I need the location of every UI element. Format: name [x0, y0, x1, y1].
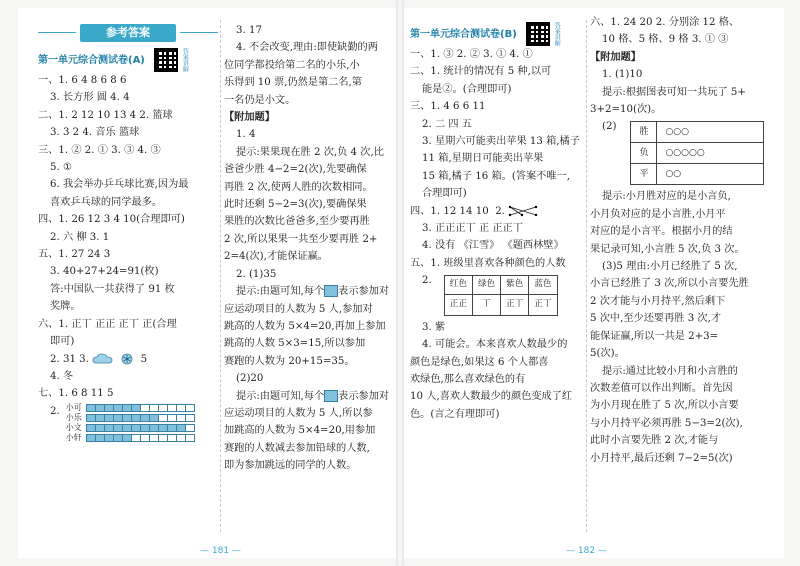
- hint-text: 提示:由题可知,每个: [236, 286, 325, 298]
- hint-text: 表示参加对: [338, 390, 390, 402]
- answer-line: 10 人,喜欢人数最少的颜色变成了红: [410, 391, 573, 403]
- answer-line: 6. 我会举办乒乓球比赛,因为最: [50, 179, 189, 191]
- hint-line: 提示:果果现在胜 2 次,负 4 次,比: [236, 146, 384, 158]
- hint-text: 表示参加对: [338, 286, 390, 298]
- answer-line: 能是②。(合理即可): [422, 83, 512, 95]
- hint-line: [224, 283, 394, 300]
- color-table-block: [410, 272, 582, 318]
- cloud-icon: [92, 353, 114, 365]
- page-title: 参考答案: [80, 24, 176, 42]
- answer-1-label: 一、1.: [38, 75, 69, 86]
- answer-line: 二、1. 2 12 10 13 4 2. 篮球: [38, 109, 173, 121]
- answer-line: 2. 二 四 五: [422, 118, 472, 130]
- bar-unit: [185, 414, 195, 422]
- hint-line: 跳高的人数 5×3=15,所以参加: [224, 338, 366, 350]
- hint-line: 果胜的次数比爸爸多,至少要再胜: [224, 216, 370, 228]
- answer-line: 2. (1)35: [236, 268, 277, 280]
- answer-line: 2 次才能与小月持平,然后剩下: [590, 295, 726, 307]
- bar-cells: [84, 433, 196, 443]
- bar-cells: [84, 413, 196, 423]
- bar-label: 小可: [65, 402, 82, 412]
- answer-line: 4. 不会改变,理由:即使缺勤的两: [236, 42, 378, 54]
- answer-text: 5: [140, 353, 148, 365]
- answer-line: 小言已经胜了 3 次,所以小言要先胜: [590, 278, 749, 290]
- answer-line: 六、1. 24 20 2. 分别涂 12 格、: [590, 17, 740, 28]
- bar-cells: [84, 423, 196, 433]
- answer-line: 一名仍是小文。: [224, 94, 296, 106]
- table-cell: 正正: [444, 294, 472, 315]
- bar-label: 小文: [65, 422, 82, 432]
- bar-unit: [185, 434, 195, 442]
- answer-line: 五、1. 27 24 3: [38, 249, 111, 261]
- hint-text: 提示:由题可知,每个: [236, 390, 325, 402]
- answer-line: 15 箱,橘子 16 箱。(答案不唯一,: [422, 170, 570, 182]
- hint-line: 与小月持平必须再胜 5−3=2(次),: [590, 417, 743, 429]
- circle-table-block: [590, 118, 784, 188]
- hint-line: 3+2=10(次)。: [590, 104, 662, 116]
- section-title-a: 第一单元综合测试卷(A): [38, 55, 145, 66]
- hint-line: 赛跑的人数为 20+15=35。: [224, 355, 355, 367]
- answer-line: 3. 星期六可能卖出苹果 13 箱,橘子: [422, 136, 580, 148]
- column-divider: [220, 20, 221, 532]
- page-number-right: — 182 —: [566, 546, 607, 556]
- page-number: 181: [211, 546, 230, 556]
- column-3: [410, 22, 582, 423]
- answer-text: 四、1. 12 14 10: [410, 205, 489, 217]
- answer-line: 4. 冬: [50, 370, 74, 382]
- qr-code-icon[interactable]: [154, 48, 178, 72]
- answer-line: 位同学都投给第二名的小乐,小: [224, 59, 360, 71]
- answer-line: 10 格、5 格、9 格 3. ① ③: [602, 34, 729, 46]
- table-cell: ○○: [657, 164, 764, 185]
- page-number-left: — 181 —: [200, 546, 241, 556]
- answer-line: 二、1. 统计的情况有 5 种,以可: [410, 66, 552, 78]
- bar-chart: [64, 403, 196, 443]
- hint-line: 即为参加跳远的同学的人数。: [224, 460, 357, 472]
- bar-row: [64, 423, 196, 433]
- table-cell: 正丅: [529, 294, 557, 315]
- bar-label: 小轩: [65, 432, 82, 442]
- qr-code-icon[interactable]: [526, 22, 550, 46]
- square-icon: [324, 285, 338, 297]
- answer-line: 5. ①: [50, 162, 73, 174]
- answer-line: [410, 203, 582, 220]
- qr-caption: 答案讲解: [553, 22, 561, 46]
- hint-line: 2=4(次),才能保证赢。: [224, 251, 328, 263]
- answer-line: 四、1. 26 12 3 4 10(合理即可): [38, 214, 185, 226]
- table-cell: 负: [631, 143, 657, 164]
- hint-line: 提示:通过比较小月和小言胜的: [602, 365, 738, 377]
- answer-line: 5 次中,至少还要再胜 3 次,才: [590, 313, 722, 325]
- hint-line: 提示:小月胜对应的是小言负,: [602, 191, 731, 203]
- page-number: 182: [577, 546, 596, 556]
- hint-line: [224, 388, 394, 405]
- bonus-heading: 【附加题】: [590, 51, 641, 63]
- answer-line: 6 4 8 6 8 6: [71, 75, 127, 86]
- hint-line: 此时小言要先胜 2 次,才能与: [590, 435, 719, 447]
- hint-line: 2 次,所以果果一共至少要再胜 2+: [224, 233, 378, 245]
- answer-label: 2.: [50, 405, 60, 417]
- answer-line: 七、1. 6 8 11 5: [38, 388, 114, 400]
- bar-row: [64, 403, 196, 413]
- hint-line: 小月负对应的是小言胜,小月平: [590, 208, 726, 220]
- column-1: [38, 22, 220, 443]
- bar-chart-block: [38, 403, 220, 443]
- table-header: 紫色: [501, 276, 529, 294]
- bar-unit: [185, 424, 195, 432]
- column-4: [590, 14, 784, 467]
- hint-line: 次数差值可以作出判断。首先因: [590, 382, 733, 394]
- answer-line: 即可): [50, 336, 75, 348]
- column-2: [224, 22, 394, 475]
- bar-label: 小乐: [65, 412, 82, 422]
- answer-line: 颜色是绿色,如果这 6 个人都喜: [410, 356, 549, 368]
- table-cell: 正丅: [501, 294, 529, 315]
- answer-label: (2): [602, 121, 617, 133]
- answer-line: 合理即可): [422, 188, 467, 200]
- answer-line: 5(次)。: [590, 348, 625, 360]
- hint-line: 应运动项目的人数为 5 人,参加对: [224, 303, 373, 315]
- answer-label: 2.: [422, 275, 432, 287]
- hint-line: 为小月现在胜了 5 次,所以小言要: [590, 400, 739, 412]
- column-divider: [586, 20, 587, 532]
- hint-line: 应运动项目的人数为 5 人,所以参: [224, 407, 373, 419]
- hint-line: 加跳高的人数为 5×4=20,用参加: [224, 425, 376, 437]
- hint-line: 对应的是小言平。根据小月的结: [590, 226, 733, 238]
- qr-caption: 答案讲解: [181, 48, 189, 72]
- color-tally-table: [444, 275, 558, 315]
- answer-line: 能保证赢,所以一共是 2+3=: [590, 330, 719, 342]
- answer-line: 3. 40+27+24=91(枚): [50, 266, 159, 278]
- matching-lines-icon: [508, 205, 538, 217]
- hint-line: 再胜 2 次,使两人胜的次数相同。: [224, 181, 373, 193]
- table-header: 蓝色: [529, 276, 557, 294]
- answer-line: 2. 六 柳 3. 1: [50, 231, 110, 243]
- answer-text: 2.: [495, 205, 505, 217]
- answer-line: 奖牌。: [50, 301, 81, 313]
- table-cell: 丅: [472, 294, 500, 315]
- answer-line: 4. 可能会。本来喜欢人数最少的: [422, 339, 568, 351]
- table-header: 红色: [444, 276, 472, 294]
- answer-line: 3. 紫: [422, 321, 446, 333]
- answer-line: 3. 17: [236, 25, 262, 36]
- answer-line: 喜欢乒乓球的同学最多。: [50, 196, 163, 208]
- answer-line: 4. 没有 《江雪》 《题西林壁》: [422, 240, 564, 252]
- answer-line: 乐得到 10 票,仍然是第二名,第: [224, 77, 362, 89]
- table-cell: 胜: [631, 122, 657, 143]
- answer-line: 五、1. 班级里喜欢各种颜色的人数: [410, 257, 566, 269]
- answer-line: 三、1. ② 2. ① 3. ③ 4. ③: [38, 144, 161, 156]
- section-title-b: 第一单元综合测试卷(B): [410, 29, 517, 40]
- square-icon: [324, 390, 338, 402]
- bar-unit: [185, 404, 195, 412]
- book-spine: [396, 0, 404, 566]
- answer-line: 1. (1)10: [602, 69, 643, 81]
- answer-line: 3. 长方形 圆 4. 4: [50, 92, 130, 104]
- bar-row: [64, 413, 196, 423]
- answer-line: 六、1. 正丅 正正 正丅 正(合理: [38, 318, 177, 330]
- answer-line: 3. 正正正丅 正 正正丅: [422, 223, 523, 235]
- hint-line: 果记录可知,小言胜 5 次,负 3 次。: [590, 243, 745, 255]
- snowflake-icon: [121, 353, 133, 365]
- result-table: [630, 121, 764, 185]
- bar-cells: [84, 403, 196, 413]
- hint-line: 小月持平,最后还剩 7−2=5(次): [590, 452, 733, 464]
- answer-line: (3)5 理由:小月已经胜了 5 次,: [602, 261, 738, 273]
- hint-line: 爸爸少胜 4−2=2(次),先要确保: [224, 164, 367, 176]
- answer-line: [38, 351, 220, 368]
- answer-line: (2)20: [236, 373, 264, 385]
- answer-line: 三、1. 4 6 6 11: [410, 101, 486, 113]
- table-cell: ○○○: [657, 122, 764, 143]
- answer-line: 3. 3 2 4. 音乐 篮球: [50, 127, 140, 139]
- answer-line: 答:中国队一共获得了 91 枚: [50, 283, 175, 295]
- answer-line: 色。(言之有理即可): [410, 408, 500, 420]
- bar-row: [64, 433, 196, 443]
- answer-line: 欢绿色,那么喜欢绿色的有: [410, 373, 526, 385]
- table-cell: 平: [631, 164, 657, 185]
- table-cell: ○○○○○: [657, 143, 764, 164]
- answer-line: 一、1. ③ 2. ② 3. ① 4. ①: [410, 49, 533, 60]
- table-header: 绿色: [472, 276, 500, 294]
- hint-line: 赛跑的人数减去参加铅球的人数,: [224, 442, 370, 454]
- hint-line: 此时还剩 5−2=3(次),要确保果: [224, 199, 367, 211]
- hint-line: 提示:根据图表可知一共玩了 5+: [602, 86, 746, 98]
- answer-line: 11 箱,星期日可能卖出苹果: [422, 153, 544, 165]
- answer-text: 2. 31 3.: [50, 353, 89, 365]
- hint-line: 跳高的人数为 5×4=20,再加上参加: [224, 320, 386, 332]
- answer-line: 1. 4: [236, 129, 256, 141]
- bonus-heading: 【附加题】: [224, 112, 275, 124]
